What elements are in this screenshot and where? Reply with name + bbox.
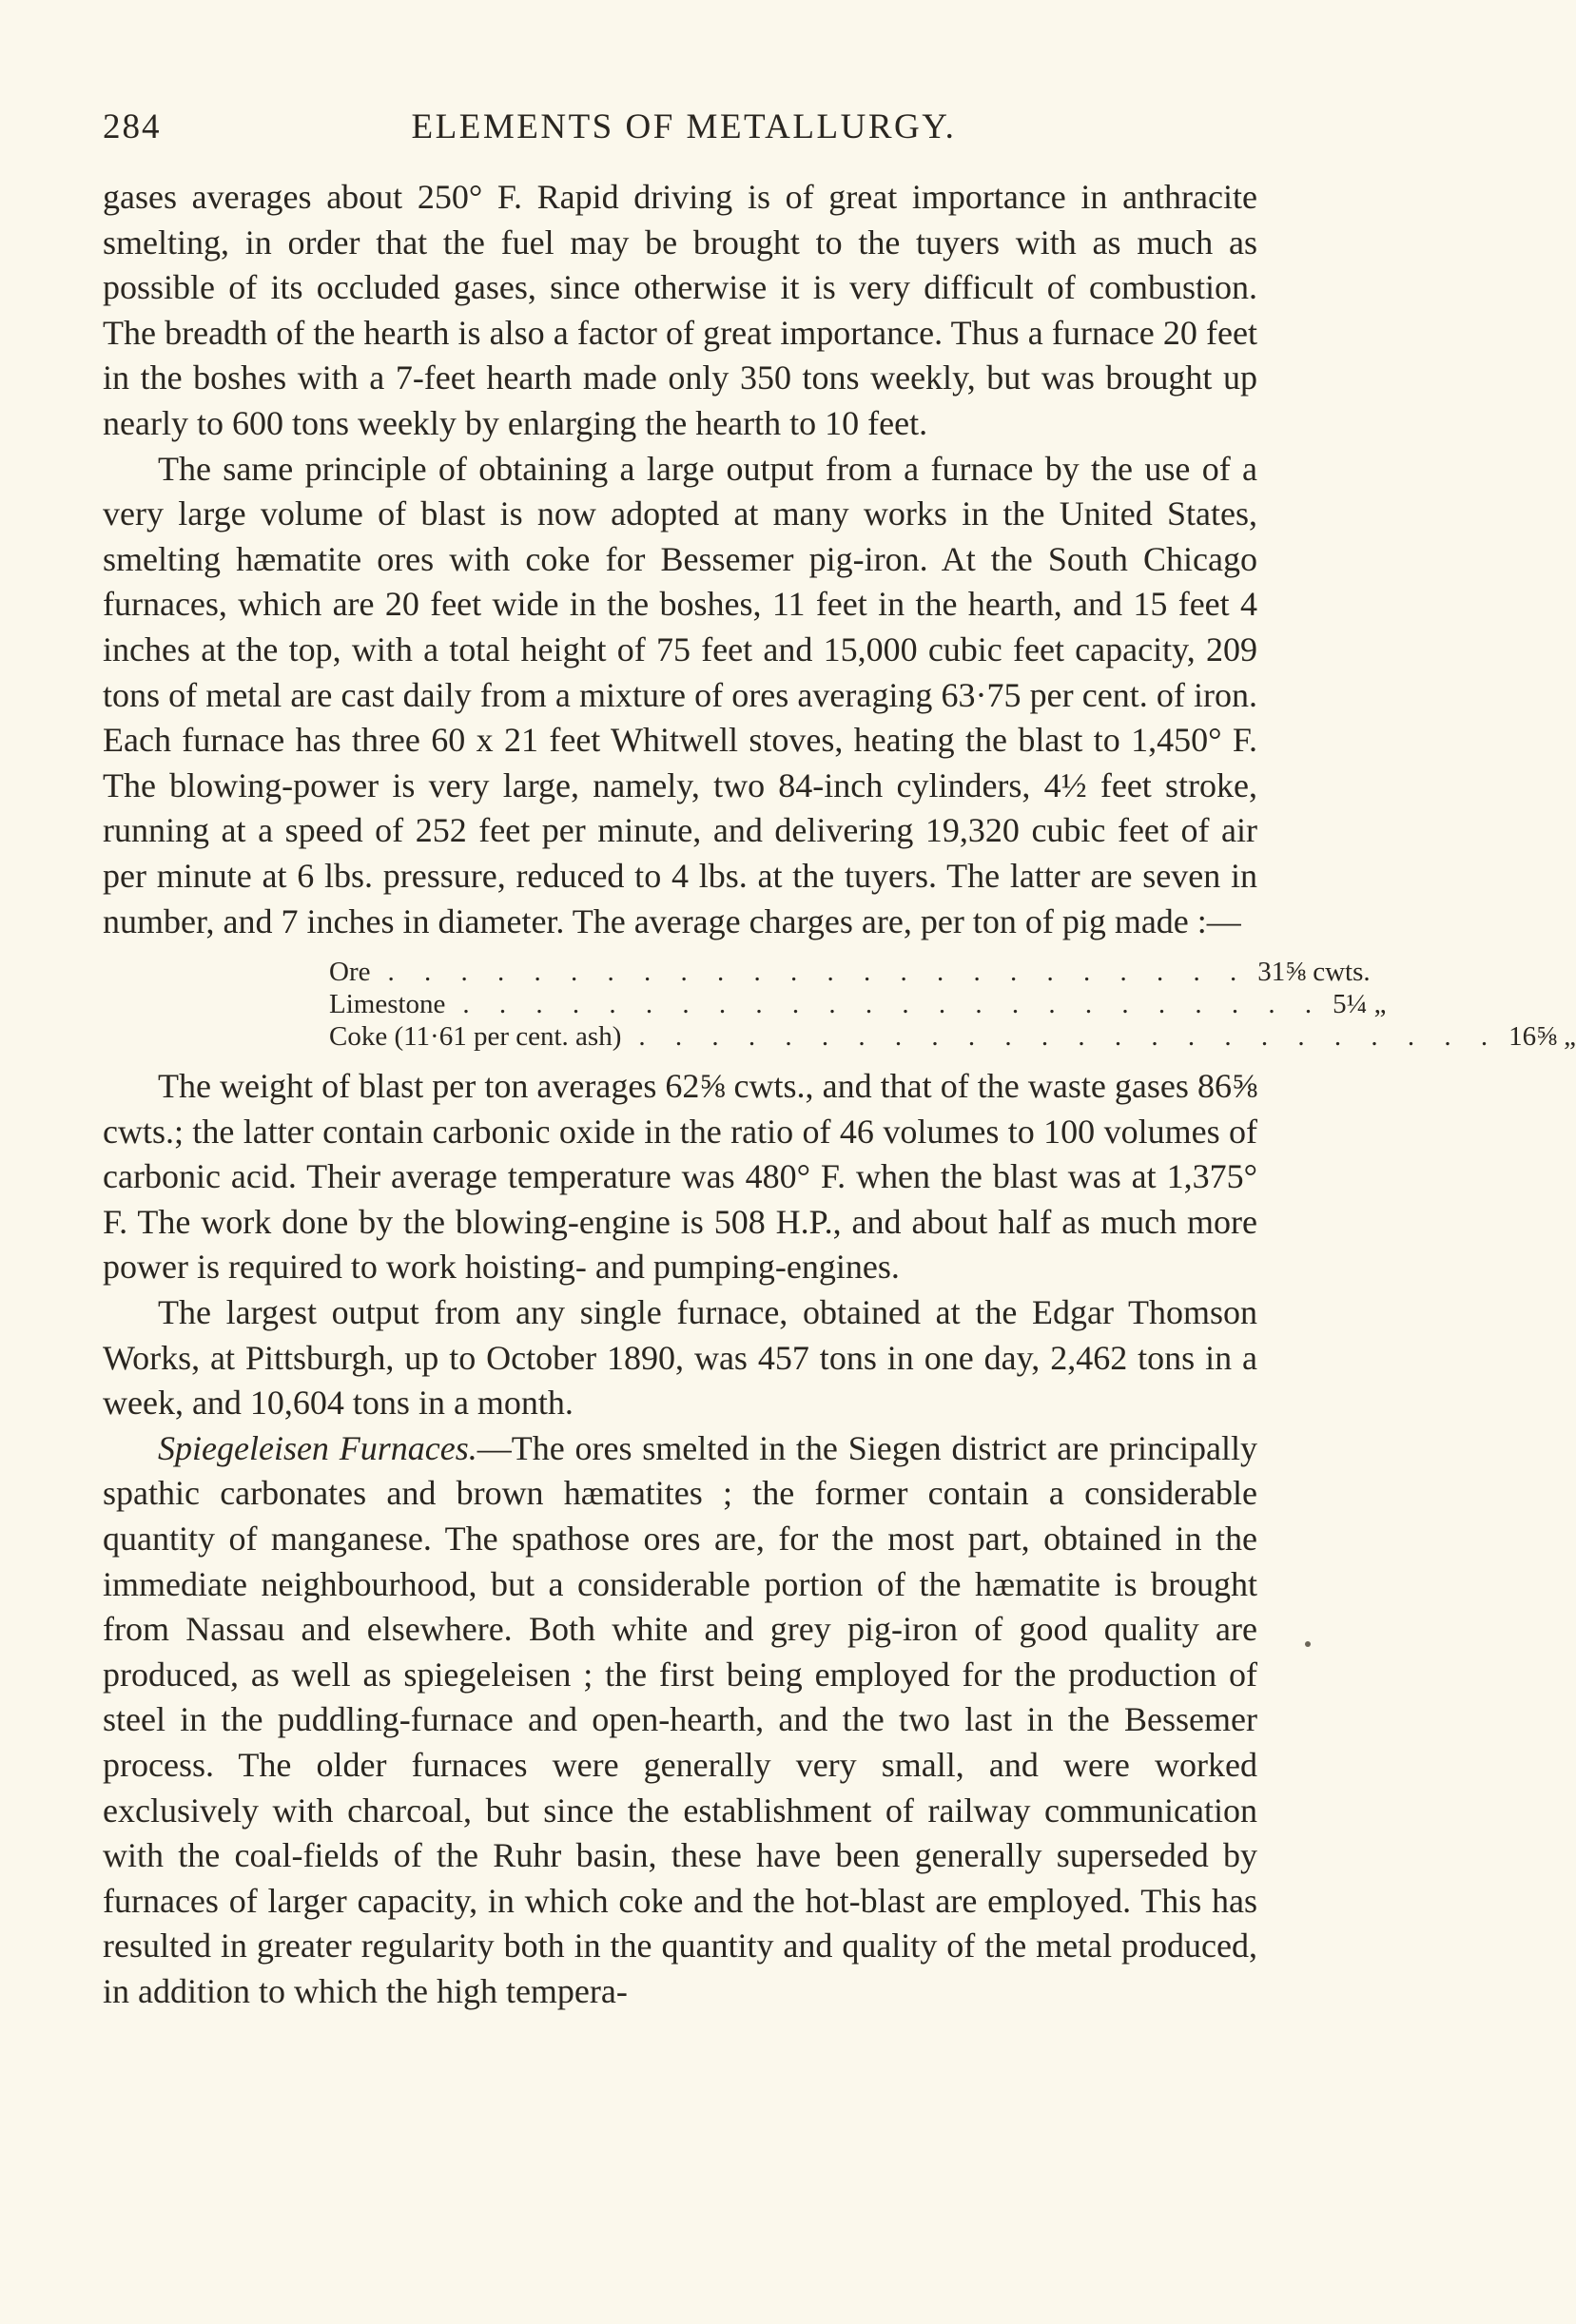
charge-row-ore (329, 956, 1371, 988)
leader-dots: . . . . . . . . . . . . . . . . . . . . . . . . (462, 989, 1324, 1020)
paragraph-south-chicago: The same principle of obtaining a large output from a furnace by the use of a very large volume of blast is now adopted at many works in the United States, smelting hæmatite ores with coke for Bessemer pig-iron. At the South Chicago furnaces, which are 20 feet wide in the boshes, 11 feet in the hearth, and 15 feet 4 inches at the top, with a total height of 75 feet and 15,000 cubic feet capacity, 209 tons of metal are cast daily from a mixture of ores averaging 63·75 per cent. of iron. Each furnace has three 60 x 21 feet Whitwell stoves, heating the blast to 1,450° F. The blowing-power is very large, namely, two 84-inch cylinders, 4½ feet stroke, running at a speed of 252 feet per minute, and delivering 19,320 cubic feet of air per minute at 6 lbs. pressure, reduced to 4 lbs. at the tuyers. The latter are seven in number, and 7 inches in diameter. The average charges are, per ton of pig made :— (103, 449, 1257, 940)
charge-name: Ore (329, 957, 371, 988)
running-head (103, 107, 1265, 154)
paragraph-spiegeleisen (103, 1426, 1257, 2015)
charge-name: Coke (11·61 per cent. ash) (329, 1021, 622, 1053)
charge-row-coke (329, 1020, 1576, 1053)
leader-dots: . . . . . . . . . . . . . . . . . . . . . . . . (638, 1021, 1500, 1053)
body-text (103, 175, 1576, 2015)
charge-name: Limestone (329, 989, 446, 1020)
section-lead-spiegeleisen: Spiegeleisen Furnaces. (158, 1428, 477, 1467)
charge-value: 16⅝ „ (1508, 1021, 1576, 1053)
margin-dot-mark (1305, 1641, 1311, 1647)
charge-value: 5¼ „ (1333, 989, 1387, 1020)
running-title: ELEMENTS OF METALLURGY. (411, 107, 957, 146)
leader-dots: . . . . . . . . . . . . . . . . . . . . . . . . (387, 957, 1249, 988)
charge-row-limestone (329, 988, 1387, 1020)
page-number: 284 (103, 107, 162, 146)
charges-table (329, 956, 1576, 1053)
paragraph-continued: gases averages about 250° F. Rapid driving is of great importance in anthracite smelting, in order that the fuel may be brought to the tuyers with as much as possible of its occluded gases, since otherwise it is very difficult of combustion. The breadth of the hearth is also a factor of great importance. Thus a furnace 20 feet in the boshes with a 7-feet hearth made only 350 tons weekly, but was brought up nearly to 600 tons weekly by enlarging the hearth to 10 feet. (103, 178, 1257, 442)
paragraph-blast-weight: The weight of blast per ton averages 62⅝ cwts., and that of the waste gases 86⅝ cwts.; the latter contain carbonic oxide in the ratio of 46 volumes to 100 volumes of carbonic acid. Their average temperature was 480° F. when the blast was at 1,375° F. The work done by the blowing-engine is 508 H.P., and about half as much more power is required to work hoisting- and pumping-engines. (103, 1067, 1257, 1287)
paragraph-largest-output: The largest output from any single furnace, obtained at the Edgar Thomson Works, at Pittsburgh, up to October 1890, was 457 tons in one day, 2,462 tons in a week, and 10,604 tons in a month. (103, 1293, 1257, 1423)
paragraph-spiegeleisen-text: —The ores smelted in the Siegen district are principally spathic carbonates and brown hæmatites ; the former contain a considerable quantity of manganese. The spathose ores are, for the most part, obtained in the immediate neighbourhood, but a considerable portion of the hæmatite is brought from Nassau and elsewhere. Both white and grey pig-iron of good quality are produced, as well as spiegeleisen ; the first being employed for the production of steel in the puddling-furnace and open-hearth, and the two last in the Bessemer process. The older furnaces were generally very small, and were worked exclusively with charcoal, but since the establishment of railway communication with the coal-fields of the Ruhr basin, these have been generally superseded by furnaces of larger capacity, in which coke and the hot-blast are employed. This has resulted in greater regularity both in the quantity and quality of the metal produced, in addition to which the high tempera- (103, 1428, 1257, 2010)
charge-value: 31⅝ cwts. (1257, 957, 1371, 988)
